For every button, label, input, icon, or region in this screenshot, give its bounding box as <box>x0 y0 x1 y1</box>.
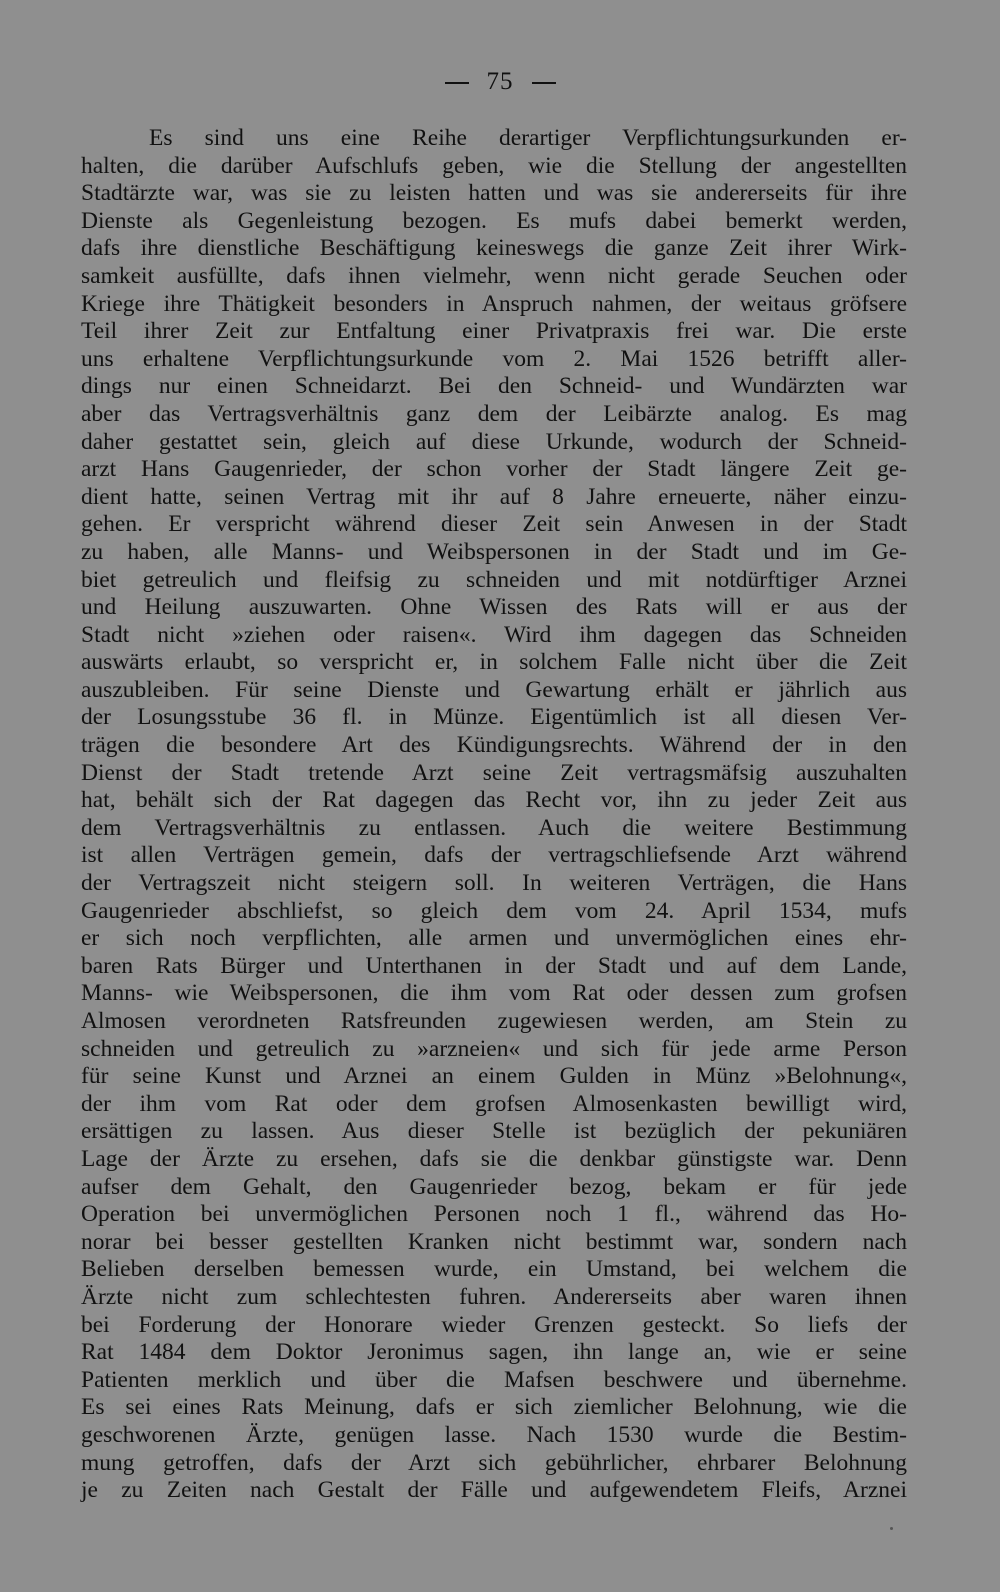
page-header <box>0 66 1000 98</box>
text-line: geschworenen Ärzte, genügen lasse. Nach 1530 wurde die Bestim- <box>81 1421 907 1448</box>
text-line: je zu Zeiten nach Gestalt der Fälle und aufgewendetem Fleifs, Arznei <box>81 1477 907 1504</box>
body-paragraph <box>81 125 907 1505</box>
text-line: halten, die darüber Aufschlufs geben, wie die Stellung der angestellten <box>81 152 907 179</box>
text-line: Manns- wie Weibspersonen, die ihm vom Rat oder dessen zum grofsen <box>81 980 907 1007</box>
text-line: Stadtärzte war, was sie zu leisten hatten und was sie andererseits für ihre <box>81 180 907 207</box>
text-line: zu haben, alle Manns- und Weibspersonen in der Stadt und im Ge- <box>81 538 907 565</box>
text-line: dafs ihre dienstliche Beschäftigung keineswegs die ganze Zeit ihrer Wirk- <box>81 235 907 262</box>
text-line: uns erhaltene Verpflichtungsurkunde vom 2. Mai 1526 betrifft aller- <box>81 345 907 372</box>
text-line: der Losungsstube 36 fl. in Münze. Eigentümlich ist all diesen Ver- <box>81 704 907 731</box>
text-line: und Heilung auszuwarten. Ohne Wissen des Rats will er aus der <box>81 594 907 621</box>
text-line: hat, behält sich der Rat dagegen das Recht vor, ihn zu jeder Zeit aus <box>81 787 907 814</box>
page-number: 75 <box>486 68 514 95</box>
text-line: auswärts erlaubt, so verspricht er, in solchem Falle nicht über die Zeit <box>81 649 907 676</box>
text-line: Patienten merklich und über die Mafsen beschwere und übernehme. <box>81 1366 907 1393</box>
text-line: dem Vertragsverhältnis zu entlassen. Auch die weitere Bestimmung <box>81 814 907 841</box>
text-line: dings nur einen Schneidarzt. Bei den Schneid- und Wundärzten war <box>81 373 907 400</box>
text-line: samkeit ausfüllte, dafs ihnen vielmehr, wenn nicht gerade Seuchen oder <box>81 262 907 289</box>
text-line: Almosen verordneten Ratsfreunden zugewiesen werden, am Stein zu <box>81 1008 907 1034</box>
text-line: Stadt nicht »ziehen oder raisen«. Wird ihm dagegen das Schneiden <box>81 621 907 648</box>
text-line: arzt Hans Gaugenrieder, der schon vorher der Stadt längere Zeit ge- <box>81 456 907 483</box>
text-line: daher gestattet sein, gleich auf diese Urkunde, wodurch der Schneid- <box>81 428 907 455</box>
text-line: Gaugenrieder abschliefst, so gleich dem vom 24. April 1534, mufs <box>81 897 907 924</box>
text-line: norar bei besser gestellten Kranken nicht bestimmt war, sondern nach <box>81 1228 907 1255</box>
print-speck <box>890 1527 893 1530</box>
text-line: aufser dem Gehalt, den Gaugenrieder bezog, bekam er für jede <box>81 1173 907 1200</box>
text-line: trägen die besondere Art des Kündigungsrechts. Während der in den <box>81 732 907 759</box>
text-line: Es sind uns eine Reihe derartiger Verpflichtungsurkunden er- <box>149 125 907 151</box>
text-line: biet getreulich und fleifsig zu schneiden und mit notdürftiger Arznei <box>81 566 907 593</box>
text-line: der ihm vom Rat oder dem grofsen Almosenkasten bewilligt wird, <box>81 1090 907 1117</box>
text-line: ist allen Verträgen gemein, dafs der vertragschliefsende Arzt während <box>81 842 907 869</box>
text-line: Ärzte nicht zum schlechtesten fuhren. Andererseits aber waren ihnen <box>81 1283 907 1310</box>
text-line: gehen. Er verspricht während dieser Zeit sein Anwesen in der Stadt <box>81 511 907 538</box>
text-line: der Vertragszeit nicht steigern soll. In weiteren Verträgen, die Hans <box>81 870 907 897</box>
text-line: Dienst der Stadt tretende Arzt seine Zeit vertragsmäfsig auszuhalten <box>81 759 907 786</box>
text-line: Dienste als Gegenleistung bezogen. Es mufs dabei bemerkt werden, <box>81 207 907 234</box>
text-line: Operation bei unvermöglichen Personen noch 1 fl., während das Ho- <box>81 1201 907 1228</box>
text-line: baren Rats Bürger und Unterthanen in der Stadt und auf dem Lande, <box>81 952 907 979</box>
text-line: dient hatte, seinen Vertrag mit ihr auf 8 Jahre erneuerte, näher einzu- <box>81 483 907 510</box>
header-dash-right <box>532 82 556 84</box>
text-line: aber das Vertragsverhältnis ganz dem der Leibärzte analog. Es mag <box>81 400 907 427</box>
text-line: Es sei eines Rats Meinung, dafs er sich ziemlicher Belohnung, wie die <box>81 1394 907 1421</box>
text-line: ersättigen zu lassen. Aus dieser Stelle ist bezüglich der pekuniären <box>81 1118 907 1145</box>
text-line: bei Forderung der Honorare wieder Grenzen gesteckt. So liefs der <box>81 1311 907 1338</box>
text-line: Belieben derselben bemessen wurde, ein Umstand, bei welchem die <box>81 1256 907 1283</box>
text-line: mung getroffen, dafs der Arzt sich gebührlicher, ehrbarer Belohnung <box>81 1449 907 1476</box>
header-dash-left <box>445 82 469 84</box>
text-line: auszubleiben. Für seine Dienste und Gewartung erhält er jährlich aus <box>81 676 907 703</box>
text-line: für seine Kunst und Arznei an einem Gulden in Münz »Belohnung«, <box>81 1063 907 1090</box>
text-line: Teil ihrer Zeit zur Entfaltung einer Privatpraxis frei war. Die erste <box>81 318 907 345</box>
text-line: schneiden und getreulich zu »arzneien« und sich für jede arme Person <box>81 1035 907 1062</box>
text-line: Lage der Ärzte zu ersehen, dafs sie die denkbar günstigste war. Denn <box>81 1145 907 1172</box>
text-line: Kriege ihre Thätigkeit besonders in Anspruch nahmen, der weitaus gröfsere <box>81 290 907 317</box>
text-line: er sich noch verpflichten, alle armen und unvermöglichen eines ehr- <box>81 925 907 952</box>
text-line: Rat 1484 dem Doktor Jeronimus sagen, ihn lange an, wie er seine <box>81 1339 907 1366</box>
